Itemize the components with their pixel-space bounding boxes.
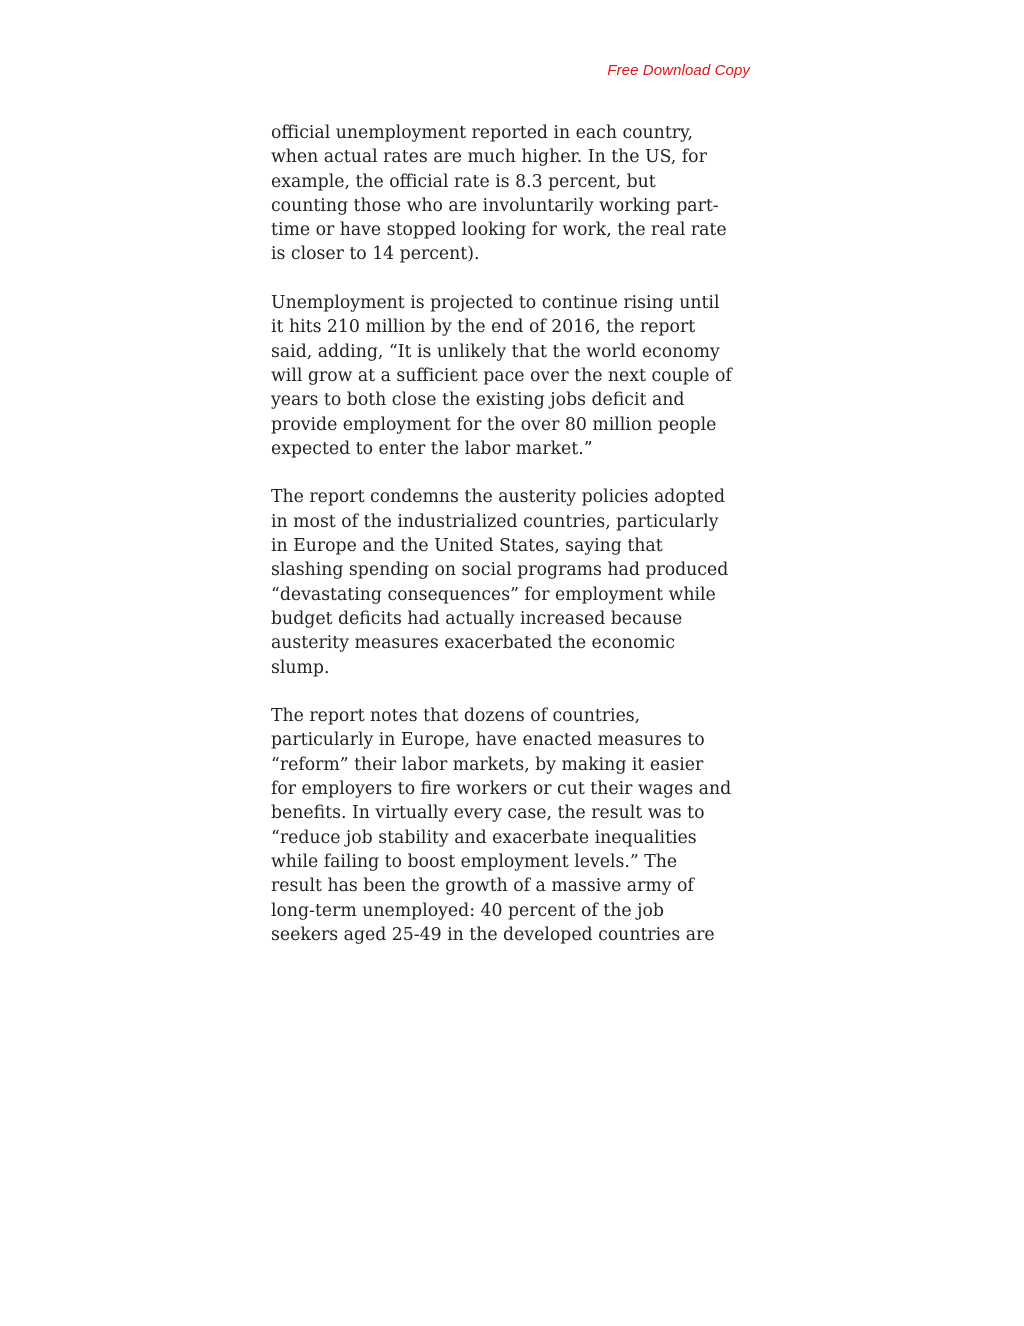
paragraph (271, 704, 757, 947)
text-line: official unemployment reported in each country, (271, 123, 693, 143)
text-line: “devastating consequences” for employment while (271, 584, 716, 605)
text-line: expected to enter the labor market.” (271, 438, 593, 459)
text-line: while failing to boost employment levels.” The (271, 851, 678, 872)
text-line: example, the official rate is 8.3 percent, but (271, 171, 656, 192)
text-line: Unemployment is projected to continue rising until (271, 293, 720, 314)
text-line: is closer to 14 percent). (271, 244, 480, 265)
text-line: time or have stopped looking for work, the real rate (271, 220, 727, 241)
text-line: in Europe and the United States, saying that (271, 536, 663, 557)
text-line: particularly in Europe, have enacted measures to (271, 730, 705, 751)
text-line: The report condemns the austerity policies adopted (271, 487, 726, 508)
text-line: “reduce job stability and exacerbate inequalities (271, 827, 697, 848)
text-line: austerity measures exacerbated the economic (271, 633, 675, 654)
text-line: result has been the growth of a massive army of (271, 876, 694, 897)
text-line: years to both close the existing jobs deficit and (271, 390, 685, 411)
text-line: budget deficits had actually increased because (271, 608, 683, 629)
paragraph (271, 291, 757, 461)
text-line: said, adding, “It is unlikely that the world economy (271, 341, 720, 362)
text-line: will grow at a sufficient pace over the next couple of (271, 365, 732, 386)
text-line: provide employment for the over 80 million people (271, 414, 717, 435)
text-line: slashing spending on social programs had produced (271, 560, 729, 581)
text-line: slump. (271, 657, 330, 678)
text-line: counting those who are involuntarily working part- (271, 195, 719, 216)
paragraph (271, 485, 757, 679)
text-line: for employers to fire workers or cut their wages and (271, 779, 732, 800)
text-line: The report notes that dozens of countries, (271, 706, 641, 727)
text-line: long-term unemployed: 40 percent of the job (271, 900, 664, 921)
article-body (271, 121, 757, 971)
text-line: in most of the industrialized countries, particularly (271, 511, 719, 532)
text-line: “reform” their labor markets, by making it easier (271, 754, 704, 775)
text-line: benefits. In virtually every case, the result was to (271, 803, 705, 824)
text-line: it hits 210 million by the end of 2016, the report (271, 317, 696, 338)
text-line: seekers aged 25-49 in the developed countries are (271, 924, 715, 945)
text-line: when actual rates are much higher. In the US, for (271, 147, 707, 168)
watermark-note: Free Download Copy (607, 62, 750, 79)
paragraph (271, 121, 757, 267)
